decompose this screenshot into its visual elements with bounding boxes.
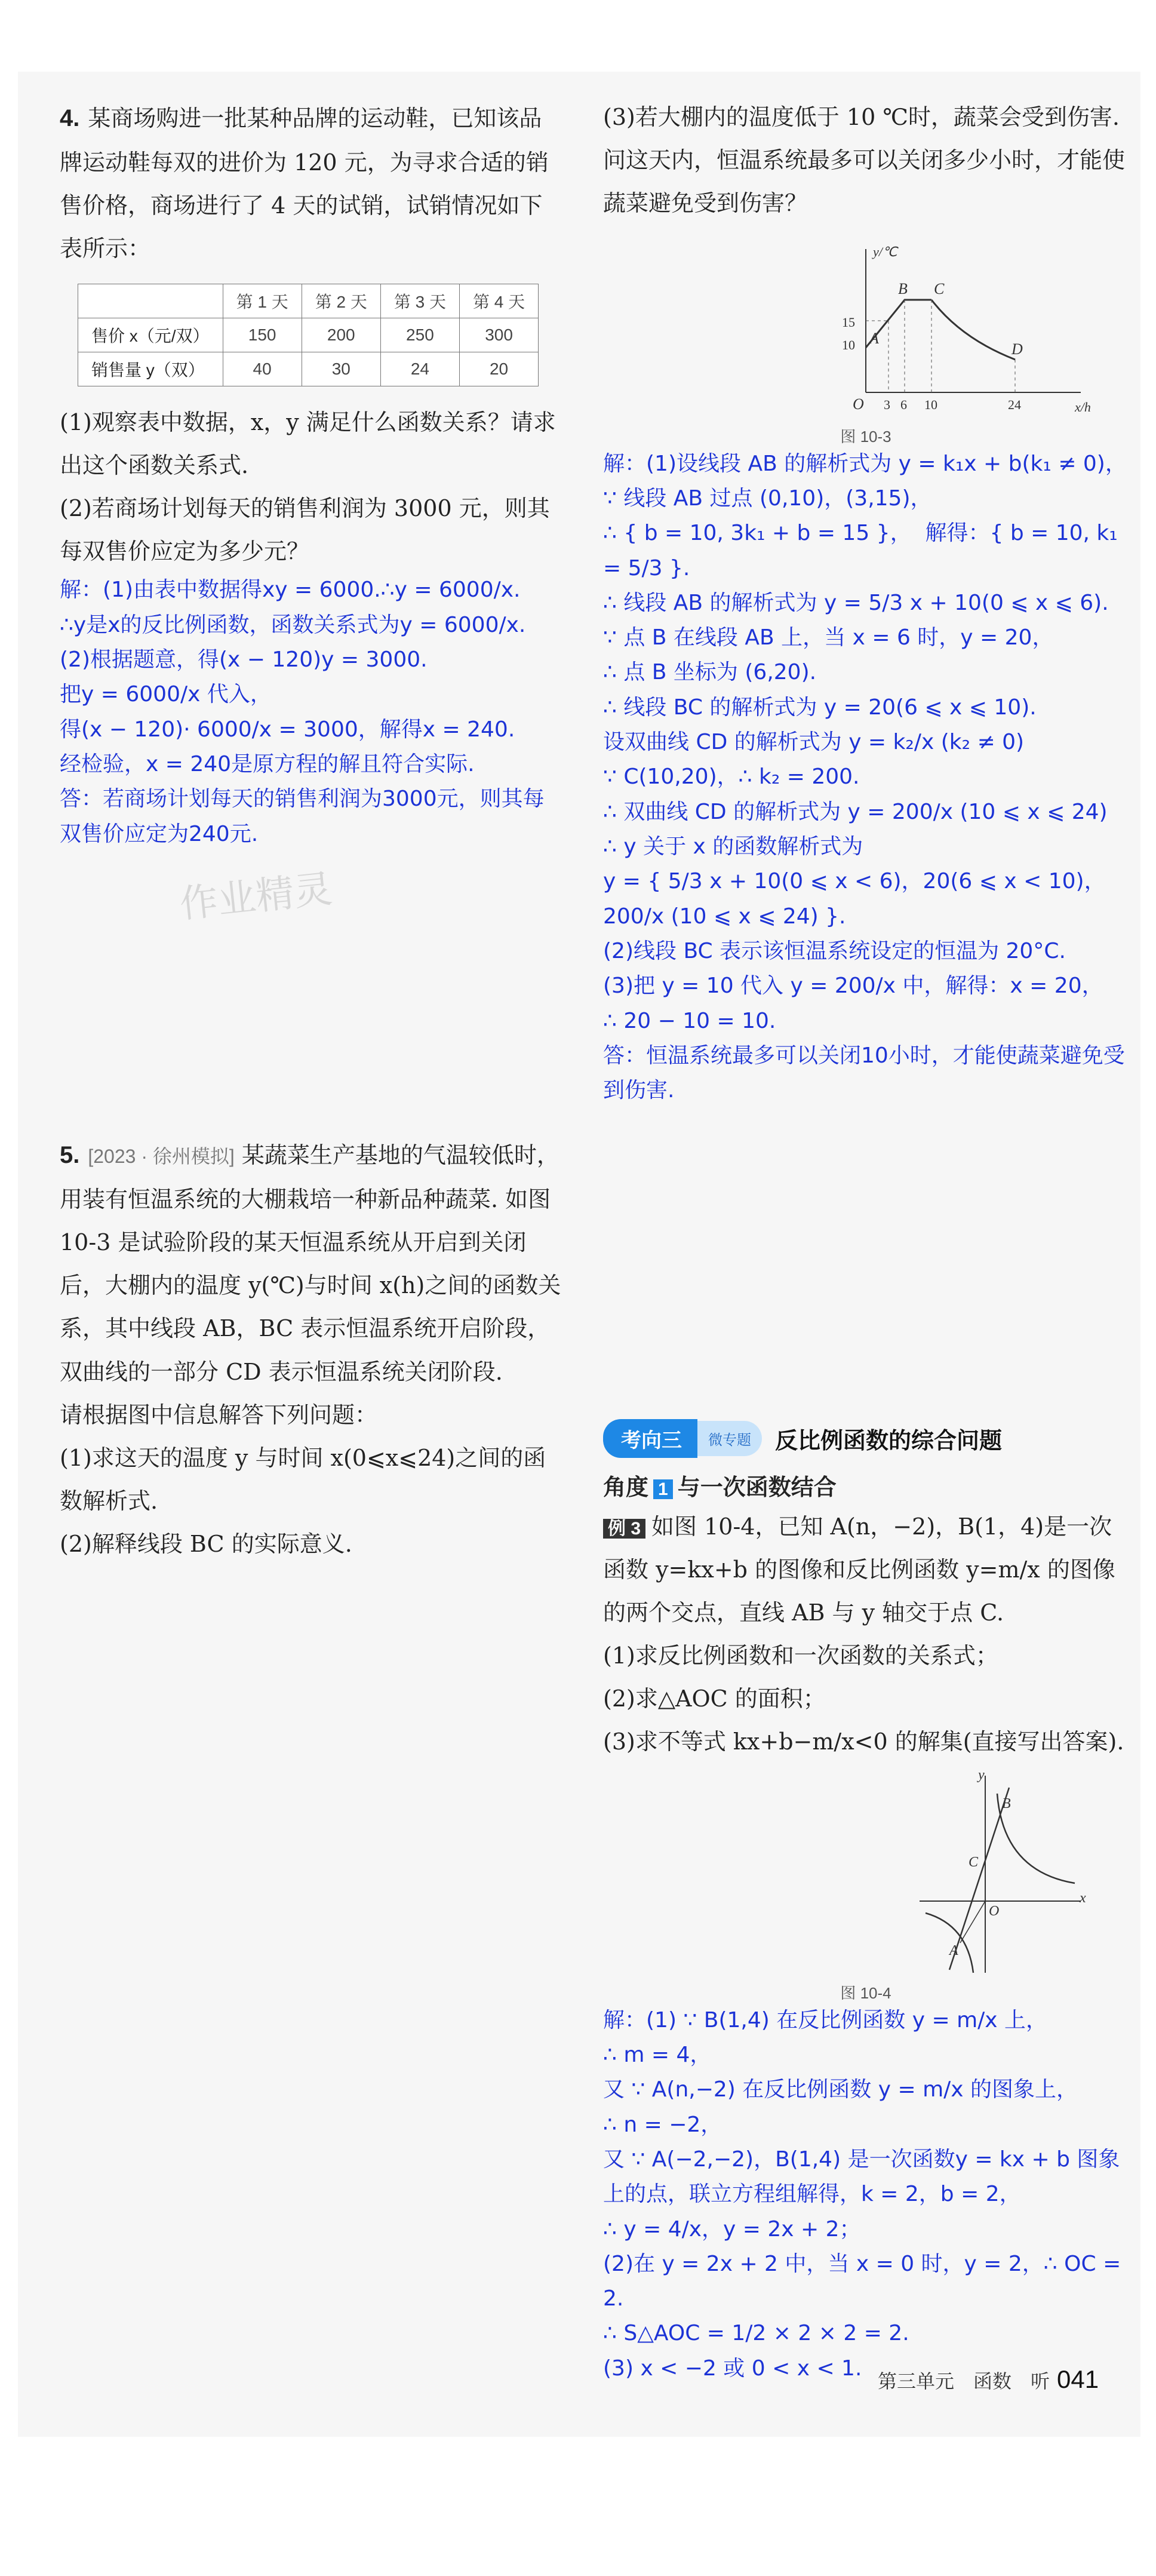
question-5-part-3: (3)若大棚内的温度低于 10 ℃时，蔬菜会受到伤害. 问这天内，恒温系统最多可以关闭多少小时，才能使蔬菜避免受到伤害？ — [603, 104, 1126, 217]
table-cell: 250 — [380, 318, 459, 352]
y-axis-label: y — [978, 1767, 985, 1783]
table-cell: 售价 x（元/双） — [78, 318, 223, 352]
example-3-part-2: (2)求△AOC 的面积； — [603, 1685, 826, 1712]
line-ab — [949, 1788, 1009, 1970]
angle-heading — [603, 1469, 1129, 1502]
section-pill: 考向三 — [603, 1419, 697, 1458]
section-subtag: 微专题 — [697, 1421, 762, 1456]
right-column — [603, 96, 1129, 2386]
figure-caption: 图 10-4 — [840, 1984, 891, 2002]
table-row — [78, 318, 539, 352]
y-tick-label: 10 — [842, 337, 855, 352]
table-cell: 20 — [459, 352, 538, 386]
question-4-solution: 解：(1)由表中数据得xy = 6000.∴y = 6000/x. ∴y是x的反比例函数，函数关系式为y = 6000/x. (2)根据题意，得(x − 120)y = 3000. 把y = 6000/x 代入， 得(x − 120)· 6000/x = 3000，解得x = 240. 经检验，x = 240是原方程的解且符合实际. 答：若商场计划每天的销售利润为3000元，则其每双售价应定为240元. — [60, 578, 545, 846]
question-4-part-1: (1)观察表中数据，x，y 满足什么函数关系？请求出这个函数关系式. — [60, 409, 556, 478]
table-cell: 40 — [223, 352, 302, 386]
watermark: 作业精灵 — [177, 867, 334, 928]
origin-label: O — [853, 395, 864, 413]
x-tick-label: 24 — [1008, 397, 1021, 412]
question-number: 4. — [60, 105, 80, 131]
source-tag: [2023 · 徐州模拟] — [88, 1145, 235, 1167]
figure-10-4 — [603, 1764, 1129, 1979]
point-label: A — [949, 1942, 958, 1958]
question-text: 某蔬菜生产基地的气温较低时，用装有恒温系统的大棚栽培一种新品种蔬菜. 如图 10-3 是试验阶段的某天恒温系统从开启到关闭后，大棚内的温度 y(℃)与时间 x(h)之间的函数关系，其中线段 AB，BC 表示恒温系统开启阶段，双曲线的一部分 CD 表示恒温系统关闭阶段. — [60, 1141, 561, 1385]
footer-unit: 第三单元 函数 听 — [878, 2371, 1050, 2392]
origin-label: O — [989, 1903, 1000, 1919]
point-label: D — [1011, 340, 1023, 358]
table-cell: 第 4 天 — [459, 284, 538, 318]
table-cell: 第 1 天 — [223, 284, 302, 318]
table-cell — [78, 284, 223, 318]
table-row — [78, 352, 539, 386]
point-label: A — [869, 329, 879, 347]
table-cell: 150 — [223, 318, 302, 352]
figure-caption: 图 10-3 — [840, 427, 891, 446]
y-tick-label: 15 — [842, 314, 855, 330]
x-tick-label: 10 — [924, 397, 937, 412]
example-3-solution: 解：(1) ∵ B(1,4) 在反比例函数 y = m/x 上， ∴ m = 4， 又 ∵ A(n,−2) 在反比例函数 y = m/x 的图象上， ∴ n = −2， 又 ∵ A(−2,−2)，B(1,4) 是一次函数y = kx + b 图象上的点，联立方程组解得，k = 2，b = 2， ∴ y = 4/x，y = 2x + 2； (2)在 y = 2x + 2 中，当 x = 0 时，y = 2，∴ OC = 2. ∴ S△AOC = 1/2 × 2 × 2 = 2. (3) x < −2 或 0 < x < 1. — [603, 2007, 1121, 2381]
table-cell: 200 — [302, 318, 380, 352]
spacer — [60, 852, 561, 1132]
angle-prefix: 角度 — [603, 1475, 649, 1500]
example-text: 如图 10-4，已知 A(n，−2)，B(1，4)是一次函数 y=kx+b 的图像和反比例函数 y=m/x 的图像的两个交点，直线 AB 与 y 轴交于点 C. — [603, 1513, 1115, 1626]
page-number: 041 — [1057, 2365, 1099, 2393]
section-header — [603, 1419, 1129, 1458]
angle-title: 与一次函数结合 — [677, 1475, 837, 1500]
question-5 — [60, 1132, 561, 1393]
section-title: 反比例函数的综合问题 — [775, 1428, 1003, 1454]
x-tick-label: 6 — [900, 397, 907, 412]
x-axis-label: x/h — [1075, 399, 1091, 415]
curve-cd — [931, 300, 1015, 360]
page-footer — [878, 2365, 1099, 2394]
y-axis-label: y/℃ — [873, 244, 897, 259]
question-5-part-1: (1)求这天的温度 y 与时间 x(0⩽x⩽24)之间的函数解析式. — [60, 1444, 546, 1515]
segment-oa — [960, 1901, 985, 1943]
question-5-solution: 解：(1)设线段 AB 的解析式为 y = k₁x + b(k₁ ≠ 0)， ∵ 线段 AB 过点 (0,10)，(3,15)， ∴ { b = 10, 3k₁ + b = 15 }， 解得：{ b = 10, k₁ = 5/3 }. ∴ 线段 AB 的解析式为 y = 5/3 x + 10(0 ⩽ x ⩽ 6). ∵ 点 B 在线段 AB 上，当 x = 6 时，y = 20， ∴ 点 B 坐标为 (6,20). ∴ 线段 BC 的解析式为 y = 20(6 ⩽ x ⩽ 10). 设双曲线 CD 的解析式为 y = k₂/x (k₂ ≠ 0) ∵ C(10,20)，∴ k₂ = 200. ∴ 双曲线 CD 的解析式为 y = 200/x (10 ⩽ x ⩽ 24) ∴ y 关于 x 的函数解析式为 y = { 5/3 x + 10(0 ⩽ x < 6)，20(6 ⩽ x < 10)，200/x (10 ⩽ x ⩽ 24) }. (2)线段 BC 表示该恒温系统设定的恒温为 20°C. (3)把 y = 10 代入 y = 200/x 中，解得：x = 20， ∴ 20 − 10 = 10. 答：恒温系统最多可以关闭10小时，才能使蔬菜避免受到伤害. — [603, 451, 1127, 1103]
table-cell: 30 — [302, 352, 380, 386]
point-label: C — [969, 1854, 979, 1870]
sales-table — [78, 284, 539, 386]
table-cell: 销售量 y（双） — [78, 352, 223, 386]
point-label: C — [934, 280, 945, 297]
figure-10-3 — [603, 225, 1129, 422]
table-header-row — [78, 284, 539, 318]
table-cell: 300 — [459, 318, 538, 352]
question-text: 某商场购进一批某种品牌的运动鞋，已知该品牌运动鞋每双的进价为 120 元，为寻求合适的销售价格，商场进行了 4 天的试销，试销情况如下表所示： — [60, 105, 549, 262]
point-label: B — [1002, 1795, 1011, 1812]
question-5-part-2: (2)解释线段 BC 的实际意义. — [60, 1531, 352, 1558]
point-label: B — [898, 280, 908, 297]
question-5-ask: 请根据图中信息解答下列问题： — [60, 1401, 378, 1428]
question-4-part-2: (2)若商场计划每天的销售利润为 3000 元，则其每双售价应定为多少元？ — [60, 495, 550, 565]
example-3-part-3: (3)求不等式 kx+b−m/x<0 的解集(直接写出答案). — [603, 1728, 1124, 1755]
question-number: 5. — [60, 1141, 80, 1168]
question-4 — [60, 96, 561, 271]
table-cell: 24 — [380, 352, 459, 386]
x-axis-label: x — [1080, 1890, 1086, 1906]
example-label: 例 3 — [603, 1519, 645, 1539]
example-3 — [603, 1505, 1129, 1635]
table-cell: 第 2 天 — [302, 284, 380, 318]
example-3-part-1: (1)求反比例函数和一次函数的关系式； — [603, 1642, 998, 1669]
left-column — [60, 96, 561, 1566]
spacer — [603, 1109, 1129, 1419]
table-cell: 第 3 天 — [380, 284, 459, 318]
angle-number: 1 — [653, 1479, 673, 1499]
x-tick-label: 3 — [884, 397, 890, 412]
